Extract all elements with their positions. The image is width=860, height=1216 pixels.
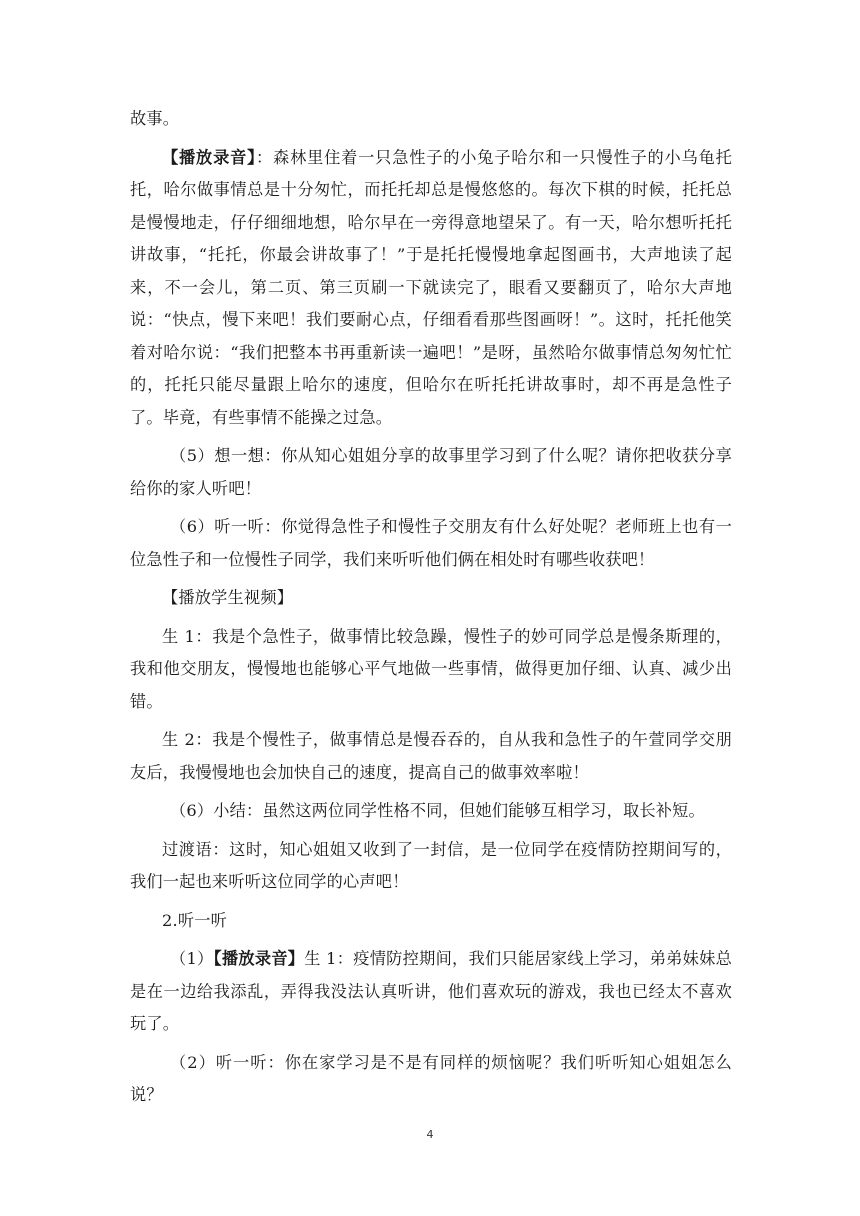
paragraph-summary: （6）小结：虽然这两位同学性格不同，但她们能够互相学习，取长补短。 (170, 801, 705, 820)
audio-student-text: 生 1：疫情防控期间，我们只能居家线上学习，弟弟妹妹总是在一边给我添乱，弄得我没法认真听讲，他们喜欢玩的游戏，我也已经太不喜欢玩了。 (130, 949, 732, 1033)
paragraph-listen-friends: （6）听一听：你觉得急性子和慢性子交朋友有什么好处呢？老师班上也有一位急性子和一位慢性子同学，我们来听听他们俩在相处时有哪些收获吧！ (130, 517, 732, 569)
paragraph-audio-story (130, 142, 732, 435)
audio-story-text: ：森林里住着一只急性子的小兔子哈尔和一只慢性子的小乌龟托托，哈尔做事情总是十分匆忙，而托托却总是慢悠悠的。每次下棋的时候，托托总是慢慢地走，仔仔细细地想，哈尔早在一旁得意地望呆了。有一天，哈尔想听托托讲故事，“托托，你最会讲故事了！”于是托托慢慢地拿起图画书，大声地读了起来，不一会儿，第二页、第三页刷一下就读完了，眼看又要翻页了，哈尔大声地说：“快点，慢下来吧！我们要耐心点，仔细看看那些图画呀！”。这时，托托他笑着对哈尔说：“我们把整本书再重新读一遍吧！”是呀，虽然哈尔做事情总匆匆忙忙的，托托只能尽量跟上哈尔的速度，但哈尔在听托托讲故事时，却不再是急性子了。毕竟，有些事情不能操之过急。 (130, 147, 732, 427)
paragraph-think: （5）想一想：你从知心姐姐分享的故事里学习到了什么呢？请你把收获分享给你的家人听吧！ (130, 446, 732, 498)
play-audio-label: 【播放录音】 (162, 147, 257, 167)
section-heading-listen: 2.听一听 (162, 910, 228, 930)
page-number: 4 (426, 1128, 434, 1141)
item-number: （1） (170, 949, 214, 968)
paragraph-play-video: 【播放学生视频】 (162, 588, 294, 607)
document-body (130, 103, 732, 1112)
paragraph-transition: 过渡语：这时，知心姐姐又收到了一封信，是一位同学在疫情防控期间写的，我们一起也来听听这位同学的心声吧！ (130, 839, 732, 891)
paragraph-student-1: 生 1：我是个急性子，做事情比较急躁，慢性子的妙可同学总是慢条斯理的，我和他交朋友，慢慢地也能够心平气地做一些事情，做得更加仔细、认真、减少出错。 (130, 626, 732, 711)
paragraph-student-2: 生 2：我是个慢性子，做事情总是慢吞吞的，自从我和急性子的午萱同学交朋友后，我慢慢地也会加快自己的速度，提高自己的做事效率啦！ (130, 730, 732, 782)
play-audio-label-2: 【播放录音】 (213, 949, 305, 968)
paragraph-story-end: 故事。 (130, 109, 180, 128)
paragraph-listen-home: （2）听一听：你在家学习是不是有同样的烦恼呢？我们听听知心姐姐怎么说？ (130, 1052, 732, 1104)
paragraph-audio-student (130, 943, 732, 1041)
